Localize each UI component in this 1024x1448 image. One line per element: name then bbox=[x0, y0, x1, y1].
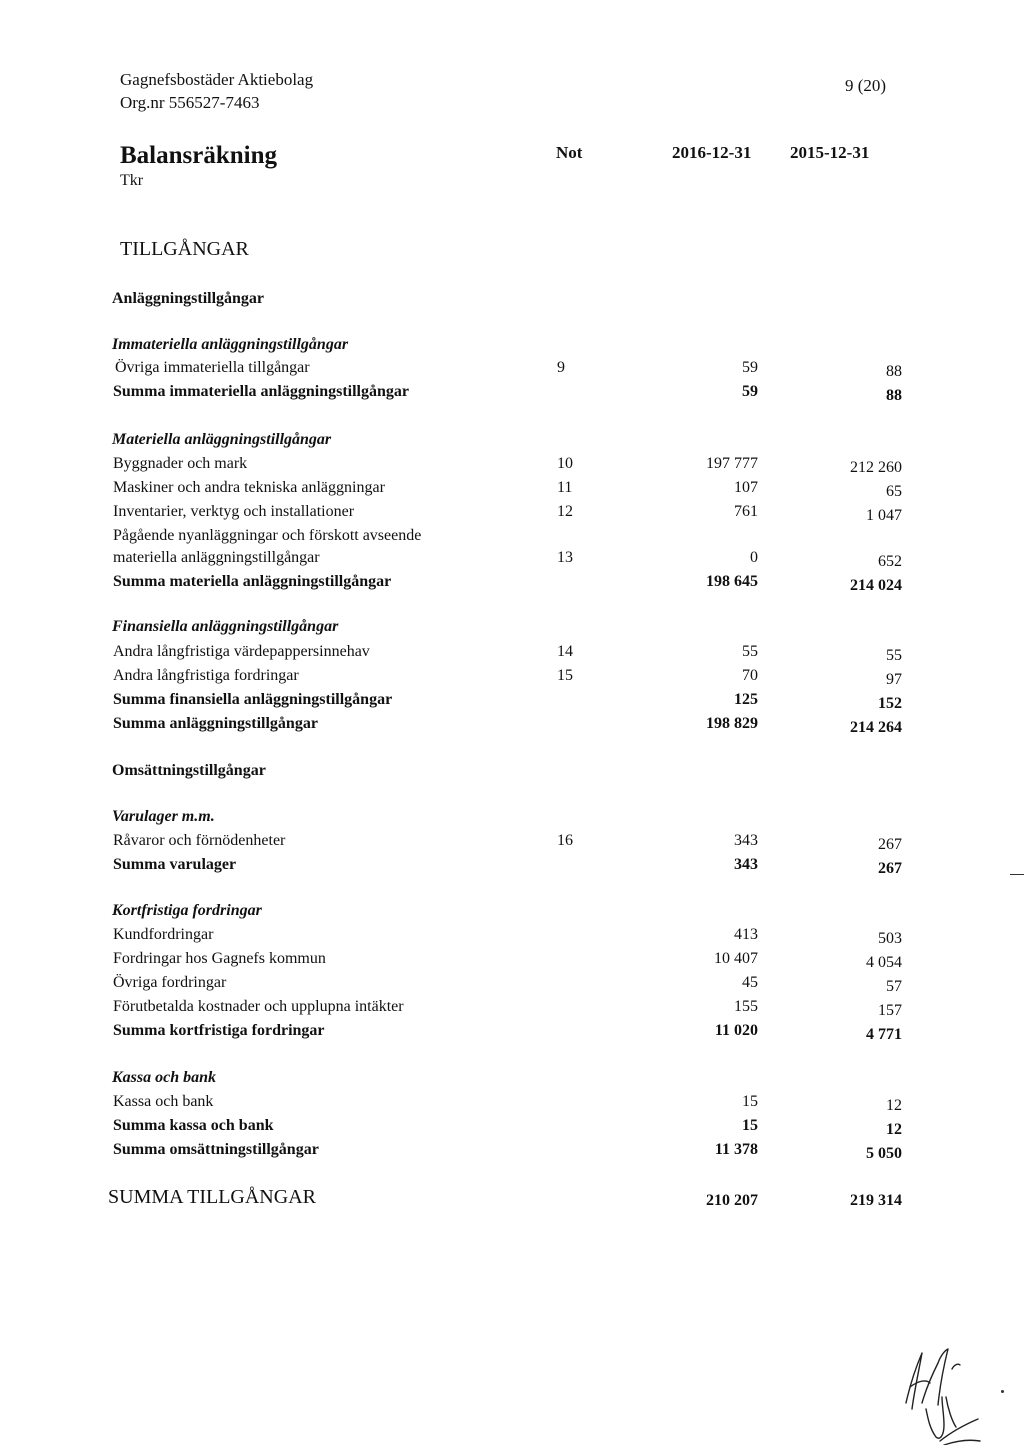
row-label: Summa kortfristiga fordringar bbox=[113, 1022, 325, 1039]
row-label: Kassa och bank bbox=[113, 1093, 214, 1110]
row-note: 12 bbox=[557, 503, 573, 520]
row-label: Inventarier, verktyg och installationer bbox=[113, 503, 355, 520]
row-note: 10 bbox=[557, 455, 573, 472]
signature-initials bbox=[896, 1345, 986, 1445]
row-value-2015: 152 bbox=[878, 695, 902, 712]
assets-heading: TILLGÅNGAR bbox=[120, 238, 249, 260]
row-value-2016: 15 bbox=[742, 1117, 758, 1134]
table-row-sum bbox=[0, 1022, 1024, 1046]
total-assets-2016: 210 207 bbox=[706, 1192, 758, 1209]
row-value-2015: 4 771 bbox=[866, 1026, 902, 1043]
row-note: 9 bbox=[557, 359, 565, 376]
row-note: 11 bbox=[557, 479, 573, 496]
table-row-sum bbox=[0, 1141, 1024, 1165]
row-value-2016: 70 bbox=[742, 667, 758, 684]
row-value-2015: 88 bbox=[886, 387, 902, 404]
row-label: Summa materiella anläggningstillgångar bbox=[113, 573, 392, 590]
table-row bbox=[0, 926, 1024, 950]
row-value-2016: 55 bbox=[742, 643, 758, 660]
table-row bbox=[0, 974, 1024, 998]
row-value-2016: 343 bbox=[734, 832, 758, 849]
table-row-sum bbox=[0, 573, 1024, 597]
row-label: Summa immateriella anläggningstillgångar bbox=[113, 383, 409, 400]
table-row bbox=[0, 549, 1024, 573]
row-note: 16 bbox=[557, 832, 573, 849]
section-financial-assets: Finansiella anläggningstillgångar bbox=[112, 618, 339, 635]
row-label: Summa finansiella anläggningstillgångar bbox=[113, 691, 393, 708]
section-cash: Kassa och bank bbox=[112, 1069, 217, 1086]
table-row bbox=[0, 832, 1024, 856]
section-receivables: Kortfristiga fordringar bbox=[112, 902, 262, 919]
row-label: materiella anläggningstillgångar bbox=[113, 549, 320, 566]
total-assets-2015: 219 314 bbox=[850, 1192, 902, 1209]
table-row bbox=[0, 643, 1024, 667]
org-number: Org.nr 556527-7463 bbox=[120, 93, 260, 112]
row-label: Summa varulager bbox=[113, 856, 237, 873]
table-row bbox=[0, 950, 1024, 974]
section-current-assets: Omsättningstillgångar bbox=[112, 762, 266, 779]
row-value-2016: 107 bbox=[734, 479, 758, 496]
table-row bbox=[0, 479, 1024, 503]
row-value-2016: 15 bbox=[742, 1093, 758, 1110]
table-row-sum bbox=[0, 1117, 1024, 1141]
row-value-2015: 267 bbox=[878, 860, 902, 877]
company-name: Gagnefsbostäder Aktiebolag bbox=[120, 70, 314, 89]
row-value-2016: 198 829 bbox=[706, 715, 758, 732]
row-value-2015: 88 bbox=[886, 363, 902, 380]
row-value-2016: 155 bbox=[734, 998, 758, 1015]
row-value-2015: 5 050 bbox=[866, 1145, 902, 1162]
row-value-2015: 652 bbox=[878, 553, 902, 570]
section-inventory: Varulager m.m. bbox=[112, 808, 215, 825]
table-row-sum bbox=[0, 383, 1024, 407]
row-label: Maskiner och andra tekniska anläggningar bbox=[113, 479, 385, 496]
row-value-2015: 97 bbox=[886, 671, 902, 688]
row-value-2015: 12 bbox=[886, 1121, 902, 1138]
row-label: Förutbetalda kostnader och upplupna intäkter bbox=[113, 998, 404, 1015]
table-row-sum bbox=[0, 691, 1024, 715]
row-value-2015: 503 bbox=[878, 930, 902, 947]
row-label: Andra långfristiga fordringar bbox=[113, 667, 299, 684]
row-value-2016: 11 020 bbox=[714, 1022, 758, 1039]
row-value-2016: 59 bbox=[742, 359, 758, 376]
column-header-note: Not bbox=[556, 143, 583, 162]
row-note: 15 bbox=[557, 667, 573, 684]
section-fixed-assets: Anläggningstillgångar bbox=[112, 290, 265, 307]
row-label: Summa kassa och bank bbox=[113, 1117, 274, 1134]
table-row-sum bbox=[0, 856, 1024, 880]
row-value-2016: 45 bbox=[742, 974, 758, 991]
scan-speck bbox=[1001, 1390, 1004, 1393]
row-note: 14 bbox=[557, 643, 573, 660]
row-label: Summa omsättningstillgångar bbox=[113, 1141, 319, 1158]
row-value-2016: 10 407 bbox=[714, 950, 758, 967]
table-row-continued bbox=[0, 527, 1024, 551]
row-label: Pågående nyanläggningar och förskott avseende bbox=[113, 527, 422, 544]
margin-mark bbox=[1010, 874, 1024, 875]
total-assets-label: SUMMA TILLGÅNGAR bbox=[108, 1186, 316, 1208]
table-row bbox=[0, 667, 1024, 691]
row-value-2015: 214 264 bbox=[850, 719, 902, 736]
row-value-2015: 157 bbox=[878, 1002, 902, 1019]
row-value-2016: 11 378 bbox=[714, 1141, 758, 1158]
row-label: Andra långfristiga värdepappersinnehav bbox=[113, 643, 370, 660]
row-value-2015: 55 bbox=[886, 647, 902, 664]
table-row bbox=[0, 455, 1024, 479]
row-value-2015: 212 260 bbox=[850, 459, 902, 476]
section-intangible-assets: Immateriella anläggningstillgångar bbox=[112, 336, 349, 353]
unit-label: Tkr bbox=[120, 172, 144, 189]
section-tangible-assets: Materiella anläggningstillgångar bbox=[112, 431, 332, 448]
row-label: Övriga immateriella tillgångar bbox=[115, 359, 310, 376]
table-row bbox=[0, 359, 1024, 383]
page-number: 9 (20) bbox=[845, 76, 887, 95]
table-row bbox=[0, 998, 1024, 1022]
row-label: Råvaror och förnödenheter bbox=[113, 832, 286, 849]
row-value-2016: 413 bbox=[734, 926, 758, 943]
row-value-2015: 214 024 bbox=[850, 577, 902, 594]
row-value-2016: 0 bbox=[750, 549, 758, 566]
row-value-2015: 4 054 bbox=[866, 954, 902, 971]
column-header-2015: 2015-12-31 bbox=[790, 143, 870, 162]
row-label: Övriga fordringar bbox=[113, 974, 227, 991]
row-value-2015: 57 bbox=[886, 978, 902, 995]
row-value-2015: 65 bbox=[886, 483, 902, 500]
row-label: Summa anläggningstillgångar bbox=[113, 715, 318, 732]
row-value-2016: 761 bbox=[734, 503, 758, 520]
row-value-2016: 197 777 bbox=[706, 455, 758, 472]
column-header-2016: 2016-12-31 bbox=[672, 143, 752, 162]
row-value-2016: 125 bbox=[734, 691, 758, 708]
row-value-2016: 59 bbox=[742, 383, 758, 400]
row-value-2015: 12 bbox=[886, 1097, 902, 1114]
row-value-2015: 267 bbox=[878, 836, 902, 853]
table-row bbox=[0, 503, 1024, 527]
page-title: Balansräkning bbox=[120, 142, 278, 169]
table-row-sum bbox=[0, 715, 1024, 739]
row-value-2016: 198 645 bbox=[706, 573, 758, 590]
row-label: Byggnader och mark bbox=[113, 455, 248, 472]
row-label: Fordringar hos Gagnefs kommun bbox=[113, 950, 326, 967]
row-label: Kundfordringar bbox=[113, 926, 214, 943]
row-value-2015: 1 047 bbox=[866, 507, 902, 524]
table-row bbox=[0, 1093, 1024, 1117]
row-value-2016: 343 bbox=[734, 856, 758, 873]
row-note: 13 bbox=[557, 549, 573, 566]
